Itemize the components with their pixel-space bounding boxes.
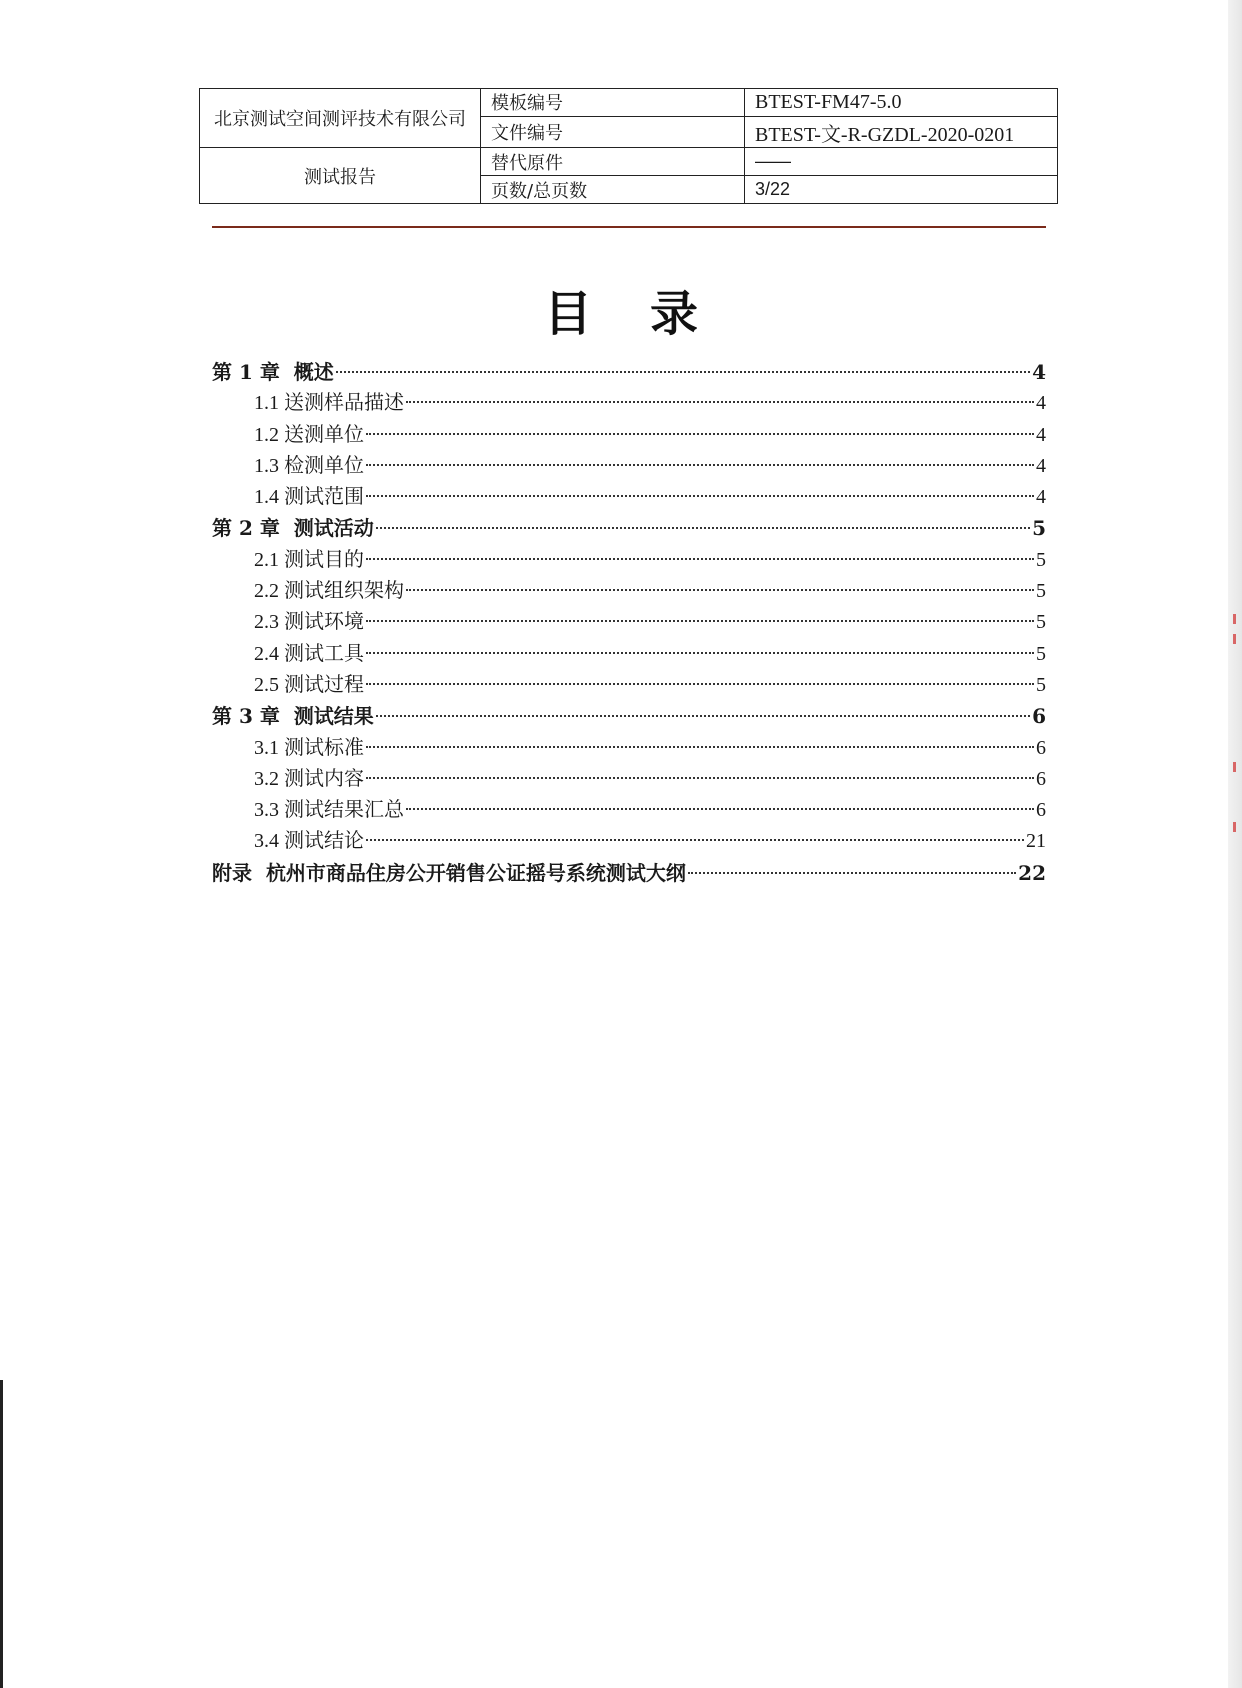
header-value: BTEST-FM47-5.0 (745, 89, 1058, 117)
toc-section-entry[interactable] (212, 733, 1046, 764)
toc-entry-page: 4 (1032, 360, 1046, 384)
toc-entry-page: 6 (1036, 736, 1046, 759)
toc-entry-label: 测试目的 (284, 548, 364, 571)
toc-section-entry[interactable] (212, 795, 1046, 826)
toc-entry-number: 3.1 (254, 736, 284, 759)
toc-entry-number: 2.5 (254, 673, 284, 696)
document-header-table (199, 88, 1058, 204)
toc-title: 目录 (543, 286, 756, 342)
toc-section-entry[interactable] (212, 388, 1046, 419)
toc-chapter-entry[interactable] (212, 858, 1046, 889)
toc-section-entry[interactable] (212, 482, 1046, 513)
header-label: 页数/总页数 (481, 176, 745, 204)
toc-section-entry[interactable] (212, 607, 1046, 638)
toc-entry-number: 1.4 (254, 486, 284, 509)
toc-entry-page: 4 (1036, 486, 1046, 509)
toc-entry-label: 检测单位 (284, 454, 364, 477)
toc-dot-leader (366, 558, 1034, 560)
toc-entry-label: 测试过程 (284, 673, 364, 696)
toc-section-entry[interactable] (212, 451, 1046, 482)
company-name: 北京测试空间测评技术有限公司 (200, 89, 481, 148)
toc-entry-label: 送测样品描述 (284, 392, 404, 415)
scan-mark (1233, 822, 1236, 832)
toc-entry-label: 测试标准 (284, 736, 364, 759)
toc-entry-label: 测试内容 (284, 767, 364, 790)
toc-entry-page: 4 (1036, 392, 1046, 415)
toc-dot-leader (366, 839, 1024, 841)
toc-dot-leader (688, 872, 1016, 874)
toc-entry-label: 测试活动 (293, 516, 374, 541)
toc-dot-leader (366, 464, 1034, 466)
toc-entry-number: 2.4 (254, 642, 284, 665)
toc-entry-number: 3.2 (254, 767, 284, 790)
toc-section-entry[interactable] (212, 545, 1046, 576)
toc-dot-leader (366, 433, 1034, 435)
scan-artifact (0, 1380, 3, 1688)
scan-mark (1233, 614, 1236, 624)
toc-entry-label: 测试组织架构 (284, 580, 404, 603)
toc-chapter-entry[interactable] (212, 701, 1046, 732)
toc-entry-number: 附录 (212, 860, 266, 885)
header-value: —— (745, 148, 1058, 176)
scan-edge (1228, 0, 1242, 1688)
toc-section-entry[interactable] (212, 420, 1046, 451)
toc-dot-leader (366, 777, 1034, 779)
toc-dot-leader (406, 808, 1034, 810)
toc-dot-leader (336, 371, 1030, 373)
toc-dot-leader (366, 620, 1034, 622)
toc-entry-label: 测试环境 (284, 611, 364, 634)
scan-mark (1233, 634, 1236, 644)
toc-dot-leader (366, 495, 1034, 497)
toc-dot-leader (406, 401, 1034, 403)
toc-entry-number: 2.1 (254, 548, 284, 571)
toc-entry-page: 4 (1036, 423, 1046, 446)
toc-entry-number: 2.3 (254, 611, 284, 634)
report-type: 测试报告 (200, 148, 481, 204)
toc-dot-leader (406, 589, 1034, 591)
toc-entry-label: 杭州市商品住房公开销售公证摇号系统测试大纲 (265, 860, 686, 885)
toc-entry-page: 21 (1026, 830, 1046, 853)
toc-dot-leader (376, 715, 1030, 717)
header-label: 文件编号 (481, 116, 745, 147)
toc-entry-number: 1.1 (254, 392, 284, 415)
toc-entry-number: 1.3 (254, 454, 284, 477)
page-count: 3/22 (745, 176, 1058, 204)
toc-entry-page: 6 (1036, 799, 1046, 822)
header-label: 模板编号 (481, 89, 745, 117)
toc-chapter-entry[interactable] (212, 513, 1046, 544)
toc-entry-page: 6 (1032, 704, 1046, 729)
toc-entry-number: 1.2 (254, 423, 284, 446)
header-row (200, 148, 1058, 176)
toc-entry-number: 第 3 章 (212, 704, 294, 729)
header-label: 替代原件 (481, 148, 745, 176)
toc-entry-page: 5 (1036, 548, 1046, 571)
toc-chapter-entry[interactable] (212, 357, 1046, 388)
toc-entry-label: 测试范围 (284, 486, 364, 509)
toc-entry-number: 第 2 章 (212, 516, 294, 541)
scan-mark (1233, 762, 1236, 772)
toc-section-entry[interactable] (212, 639, 1046, 670)
toc-entry-page: 22 (1018, 860, 1046, 885)
toc-section-entry[interactable] (212, 576, 1046, 607)
toc-entry-label: 测试结论 (284, 830, 364, 853)
table-of-contents (212, 357, 1046, 889)
toc-entry-page: 5 (1036, 673, 1046, 696)
header-value: BTEST-文-R-GZDL-2020-0201 (745, 116, 1058, 147)
toc-entry-page: 6 (1036, 767, 1046, 790)
toc-dot-leader (376, 527, 1030, 529)
toc-section-entry[interactable] (212, 764, 1046, 795)
toc-entry-page: 5 (1032, 516, 1046, 541)
toc-entry-page: 4 (1036, 454, 1046, 477)
toc-dot-leader (366, 683, 1034, 685)
header-row (200, 89, 1058, 117)
toc-entry-number: 第 1 章 (212, 360, 294, 384)
toc-section-entry[interactable] (212, 670, 1046, 701)
toc-entry-number: 3.4 (254, 830, 284, 853)
toc-entry-page: 5 (1036, 580, 1046, 603)
toc-entry-label: 测试结果 (293, 704, 374, 729)
toc-entry-label: 送测单位 (284, 423, 364, 446)
toc-entry-page: 5 (1036, 642, 1046, 665)
toc-entry-number: 3.3 (254, 799, 284, 822)
toc-dot-leader (366, 652, 1034, 654)
toc-dot-leader (366, 746, 1034, 748)
toc-section-entry[interactable] (212, 826, 1046, 857)
toc-entry-page: 5 (1036, 611, 1046, 634)
toc-entry-label: 测试工具 (284, 642, 364, 665)
toc-entry-label: 测试结果汇总 (284, 799, 404, 822)
toc-entry-number: 2.2 (254, 580, 284, 603)
toc-entry-label: 概述 (293, 360, 334, 384)
header-divider (212, 226, 1046, 228)
